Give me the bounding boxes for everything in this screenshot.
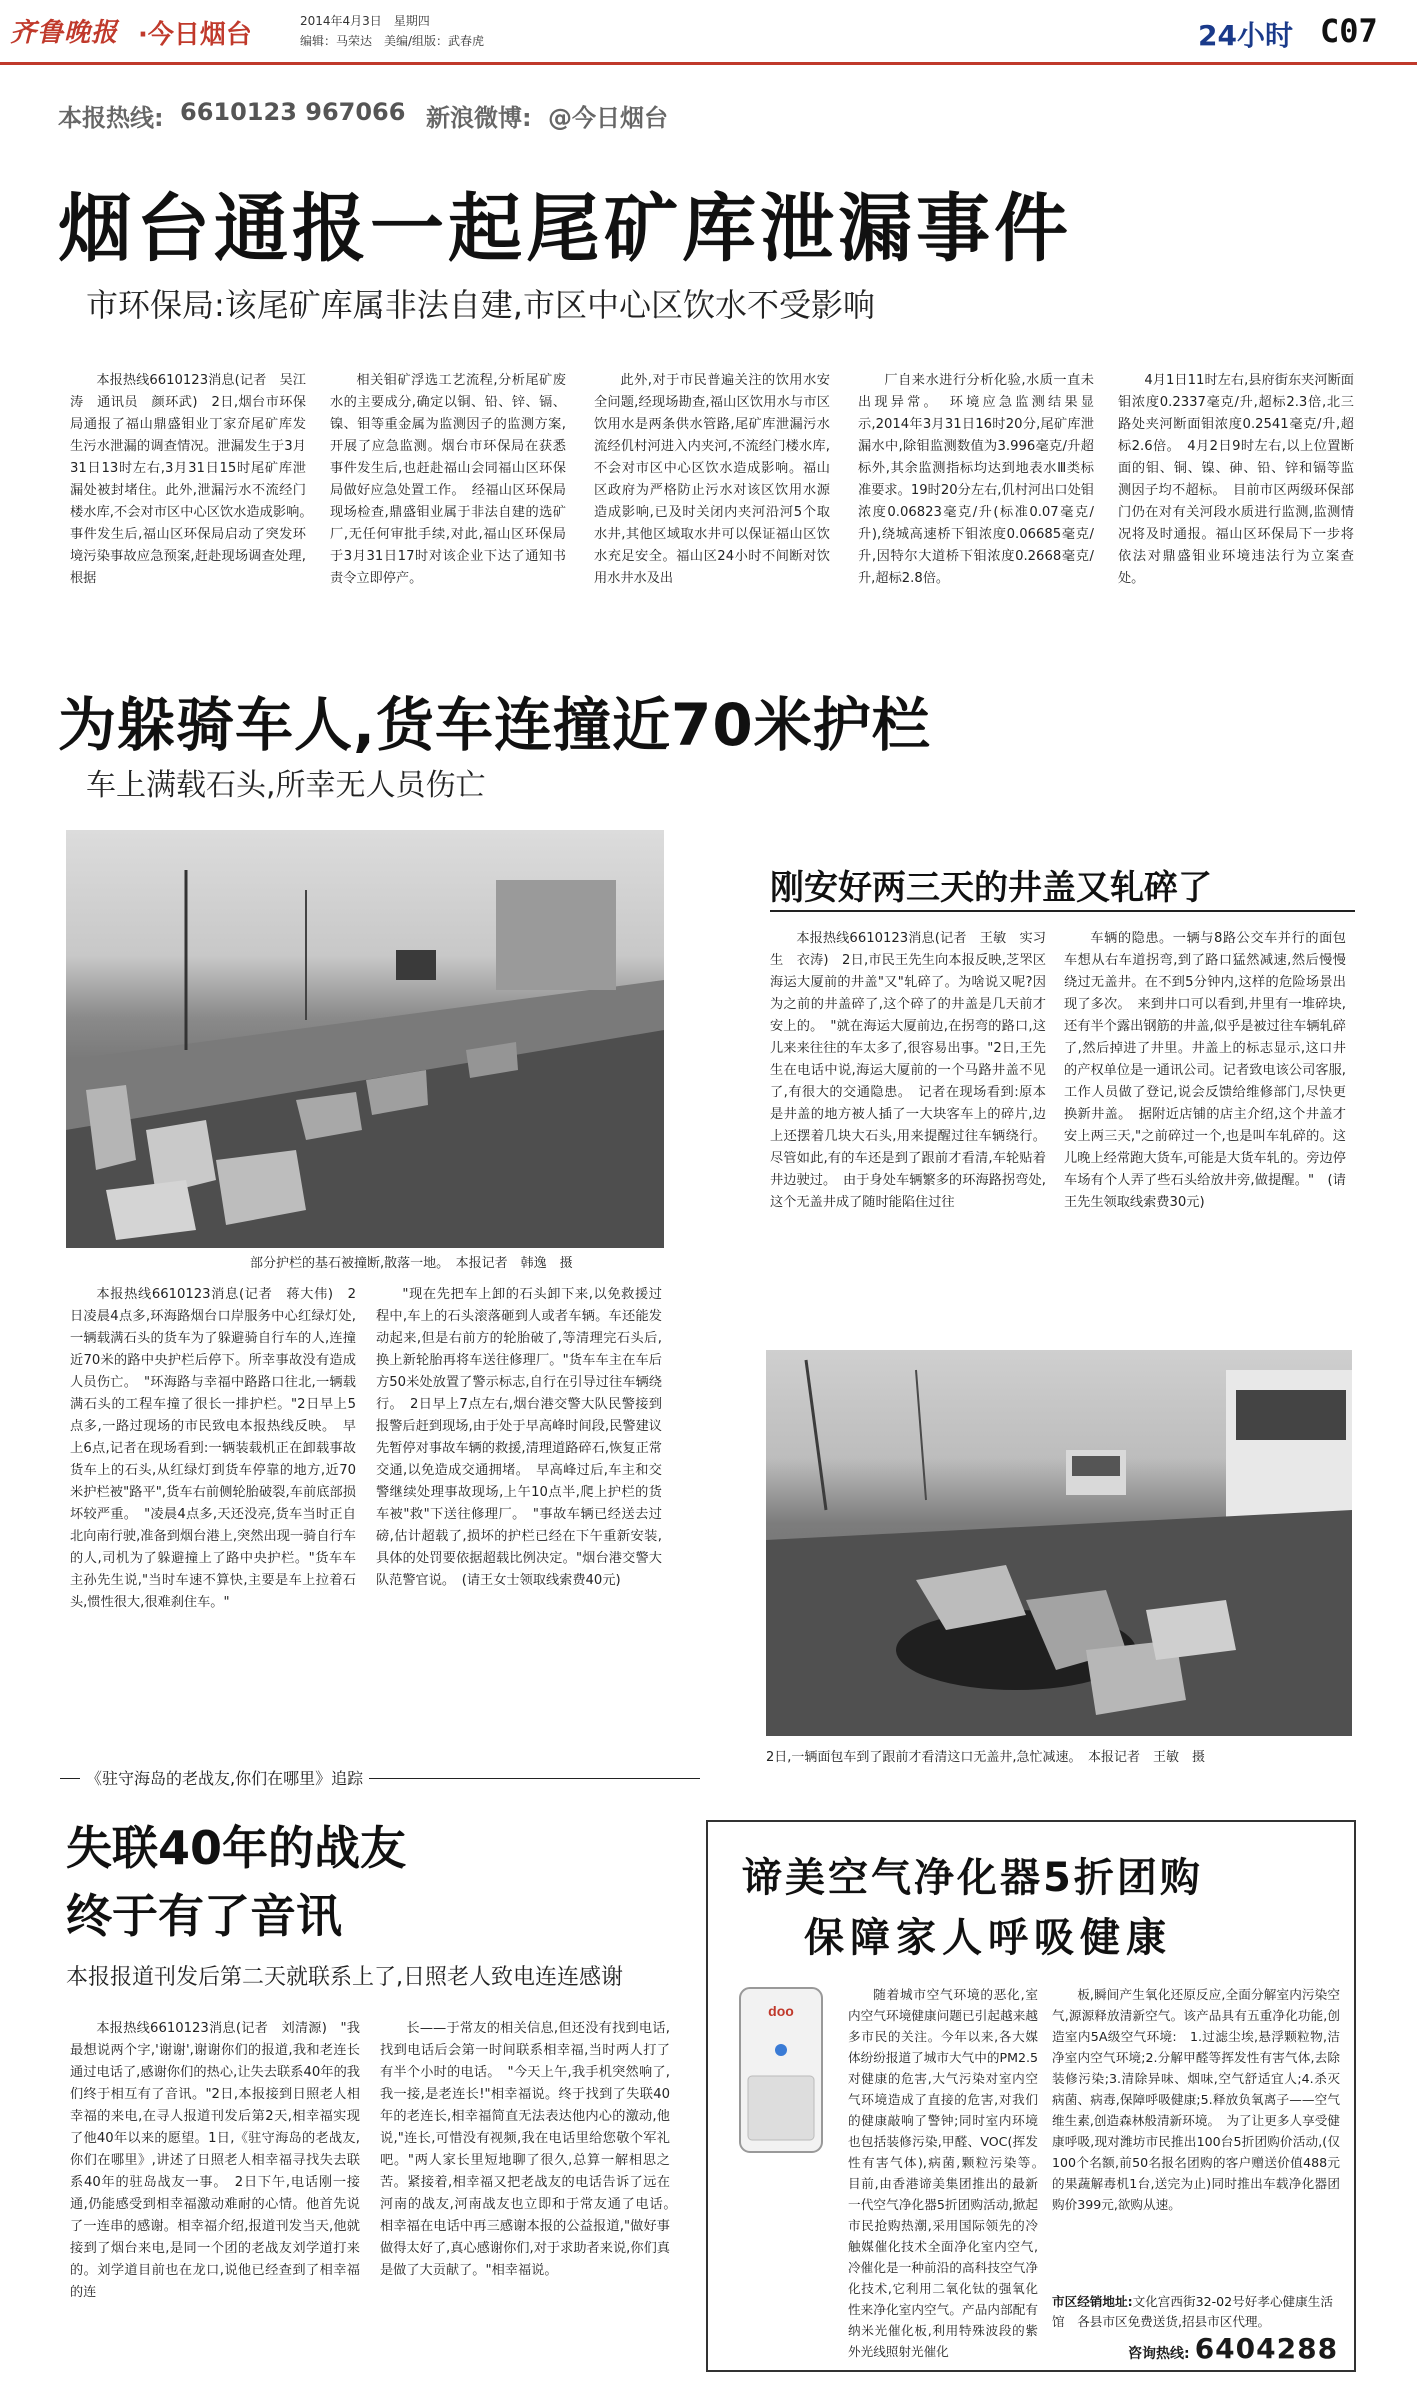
story1-headline: 烟台通报一起尾矿库泄漏事件: [58, 186, 1072, 272]
header-rule: [0, 62, 1417, 65]
ad-body-right: 板,瞬间产生氧化还原反应,全面分解室内污染空气,源源释放清新空气。该产品具有五重净化功能,创造室内5A级空气环境: 1.过滤尘埃,悬浮颗粒物,洁净室内空气环境;2.分解甲醛等挥发性有害气体,去除装修污染;3.清除异味、烟味,空气舒适宜人;4.杀灭病菌、病毒,保障呼吸健康;5.释放负氧离子——空气维生素,创造森林般清新环境。 为了让更多人享受健康呼吸,现对潍坊市民推出100台5折团购价活动,(仅100个名额,前50名报名团购的客户赠送价值488元的果蔬解毒机1台,送完为止)同时推出车载净化器团购价399元,欲购从速。: [1052, 1987, 1340, 2212]
story3-col-1: 本报热线6610123消息(记者 王敏 实习生 衣涛) 2日,市民王先生向本报反映,芝罘区海运大厦前的井盖"又"轧碎了。为啥说又呢?因为之前的井盖碎了,这个碎了的井盖是几天前才安上的。 "就在海运大厦前边,在拐弯的路口,这儿来来往往的车太多了,很容易出事。"2日,王先生在电话中说,海运大厦前的一个马路井盖不见了,有很大的交通隐患。 记者在现场看到:原本是井盖的地方被人插了一大块客车上的碎片,边上还摆着几块大石头,用来提醒过往车辆绕行。尽管如此,有的车还是到了跟前才看清,车轮贴着井边驶过。 由于身处车辆繁多的环海路拐弯处,这个无盖井成了随时能陷住过往: [770, 931, 1046, 1210]
purifier-brand-mark: doo: [768, 2003, 794, 2019]
manhole-scene-illustration: [766, 1350, 1352, 1736]
manhole-photo-caption: 2日,一辆面包车到了跟前才看清这口无盖井,急忙减速。 本报记者 王敏 摄: [766, 1750, 1206, 1765]
story1-col-2: 相关钼矿浮选工艺流程,分析尾矿废水的主要成分,确定以铜、铅、锌、镉、镍、钼等重金属为监测因子的监测方案,开展了应急监测。烟台市环保局在获悉事件发生后,也赶赴福山会同福山区环保局做好应急处置工作。 经福山区环保局现场检查,鼎盛钼业属于非法自建的选矿厂,无任何审批手续,对此,福山区环保局于3月31日17时对该企业下达了通知书责令立即停产。: [330, 373, 566, 586]
hotline-bar: [0, 98, 1000, 134]
ad-body-left: 随着城市空气环境的恶化,室内空气环境健康问题已引起越来越多市民的关注。今年以来,各大媒体纷纷报道了城市大气中的PM2.5对健康的危害,大气污染对室内空气环境造成了直接的危害,对我们的健康敲响了警钟;同时室内环境也包括装修污染,甲醛、VOC(挥发性有害气体),病菌,颗粒污染等。 目前,由香港谛美集团推出的最新一代空气净化器5折团购活动,掀起市民抢购热潮,采用国际领先的冷触媒催化技术全面净化室内空气,冷催化是一种前沿的高科技空气净化技术,它利用二氧化钛的强氧化性来净化室内空气。产品内部配有纳米光催化板,利用特殊波段的紫外光线照射光催化: [848, 1987, 1051, 2359]
story1-col-4: 厂自来水进行分析化验,水质一直未出现异常。 环境应急监测结果显示,2014年3月31日16时20分,尾矿库泄漏水中,除钼监测数值为3.996毫克/升超标外,其余监测指标均达到地表水Ⅲ类标准要求。19时20分左右,仉村河出口处钼浓度0.06823毫克/升(标准0.07毫克/升),绕城高速桥下钼浓度0.06685毫克/升,因特尔大道桥下钼浓度0.2668毫克/升,超标2.8倍。: [858, 373, 1094, 586]
story2-headline: 为躲骑车人,货车连撞近70米护栏: [58, 691, 931, 759]
story4-headline-line1: 失联40年的战友: [66, 1821, 407, 1875]
story4-col-2: 长——于常友的相关信息,但还没有找到电话,找到电话后会第一时间联系相幸福,当时两人打了有半个小时的电话。 "今天上午,我手机突然响了,我一接,是老连长!"相幸福说。终于找到了失联40年的老连长,相幸福简直无法表达他内心的激动,他说,"连长,可惜没有视频,我在电话里给您敬个军礼吧。"两人家长里短地聊了很久,总算一解相思之苦。紧接着,相幸福又把老战友的电话告诉了远在河南的战友,河南战友也立即和于常友通了电话。 相幸福在电话中再三感谢本报的公益报道,"做好事做得太好了,真心感谢你们,对于求助者来说,你们真是做了大贡献了。"相幸福说。: [380, 2021, 684, 2278]
ad-address-label: 市区经销地址:: [1052, 2294, 1133, 2309]
ad-address-text: 文化宫西街32-02号好孝心健康生活馆 各县市区免费送货,招县市区代理。: [1052, 2294, 1333, 2329]
story4-col-1: 本报热线6610123消息(记者 刘清源) "我最想说两个字,'谢谢',谢谢你们的报道,我和老连长通过电话了,感谢你们的热心,让失去联系40年的我们终于相互有了音讯。"2日,本报接到日照老人相幸福的来电,在寻人报道刊发后第2天,相幸福实现了他40年以来的愿望。1日,《驻守海岛的老战友,你们在哪里》,讲述了日照老人相幸福寻找失去联系40年的驻岛战友一事。 2日下午,电话刚一接通,仍能感受到相幸福激动难耐的心情。他首先说了一连串的感谢。相幸福介绍,报道刊发当天,他就接到了烟台来电,是同一个团的老战友刘学道打来的。刘学道目前也在龙口,说他已经查到了相幸福的连: [70, 2021, 360, 2300]
story3-headline-rule: [770, 910, 1355, 912]
ad-title-line1: 谛美空气净化器5折团购: [742, 1855, 1203, 1901]
air-purifier-product-image: [726, 1980, 836, 2160]
hotline-numbers: 6610123 967066: [180, 98, 406, 126]
guardrail-photo-caption: 部分护栏的基石被撞断,散落一地。 本报记者 韩逸 摄: [250, 1256, 573, 1271]
editors-credit: 编辑：马荣达 美编/组版：武春虎: [300, 34, 485, 48]
story1-col-5: 4月1日11时左右,县府街东夹河断面钼浓度0.2337毫克/升,超标2.3倍,北三路处夹河断面钼浓度0.2541毫克/升,超标2.6倍。 4月2日9时左右,以上位置断面的钼、铜、镍、砷、铅、锌和镉等监测因子均不超标。 目前市区两级环保部门仍在对有关河段水质进行监测,监测情况将及时通报。福山区环保局下一步将依法对鼎盛钼业环境违法行为立案查处。: [1118, 373, 1354, 586]
story3-headline: 刚安好两三天的井盖又轧碎了: [770, 868, 1212, 908]
ad-phone-row: [1128, 2332, 1338, 2365]
section-tag: 24小时: [1198, 19, 1293, 52]
guardrail-scene-illustration: [66, 830, 664, 1248]
weibo-handle: @今日烟台: [548, 104, 668, 132]
page-number: C07: [1320, 12, 1378, 50]
story4-kicker: 《驻守海岛的老战友,你们在哪里》追踪: [80, 1766, 369, 1789]
section-name: ·今日烟台: [138, 20, 252, 50]
masthead: [0, 0, 1417, 62]
hotline-label: 本报热线:: [58, 104, 164, 132]
story3-col-2: 车辆的隐患。一辆与8路公交车并行的面包车想从右车道拐弯,到了路口猛然减速,然后慢慢绕过无盖井。在不到5分钟内,这样的危险场景出现了多次。 来到井口可以看到,井里有一堆碎块,还有半个露出钢筋的井盖,似乎是被过往车辆轧碎了,然后掉进了井里。井盖上的标志显示,这口井的产权单位是一通讯公司。记者致电该公司客服,工作人员做了登记,说会反馈给维修部门,尽快更换新井盖。 据附近店铺的店主介绍,这个井盖才安上两三天,"之前碎过一个,也是叫车轧碎的。这儿晚上经常跑大货车,可能是大货车轧的。旁边停车场有个人弄了些石头给放井旁,做提醒。" (请王先生领取线索费30元): [1064, 931, 1346, 1210]
air-purifier-ad: [706, 1820, 1356, 2372]
manhole-photo: [766, 1350, 1352, 1736]
ad-phone-label: 咨询热线:: [1128, 2346, 1190, 2362]
ad-phone-number: 6404288: [1194, 2332, 1339, 2365]
story2-col-2: "现在先把车上卸的石头卸下来,以免救援过程中,车上的石头滚落砸到人或者车辆。车还能发动起来,但是右前方的轮胎破了,等清理完石头后,换上新轮胎再将车送往修理厂。"货车车主在车后方50米处放置了警示标志,自行在引导过往车辆绕行。 2日早上7点左右,烟台港交警大队民警接到报警后赶到现场,由于处于早高峰时间段,民警建议先暂停对事故车辆的救援,清理道路碎石,恢复正常交通,以免造成交通拥堵。 早高峰过后,车主和交警继续处理事故现场,上午10点半,爬上护栏的货车被"救"下送往修理厂。 "事故车辆已经送去过磅,估计超载了,损坏的护栏已经在下午重新安装,具体的处罚要依据超载比例决定。"烟台港交警大队范警官说。 (请王女士领取线索费40元): [376, 1287, 662, 1588]
guardrail-photo: [66, 830, 664, 1248]
newspaper-logo: 齐鲁晚报: [10, 18, 119, 48]
story1-col-1: 本报热线6610123消息(记者 吴江涛 通讯员 颜环武) 2日,烟台市环保局通报了福山鼎盛钼业丁家夼尾矿库发生污水泄漏的调查情况。泄漏发生于3月31日13时左右,3月31日15时尾矿库泄漏处被封堵住。此外,泄漏污水不流经门楼水库,不会对市区中心区饮水造成影响。 事件发生后,福山区环保局启动了突发环境污染事故应急预案,赶赴现场调查处理,根据: [70, 373, 320, 586]
story1-subhead: 市环保局:该尾矿库属非法自建,市区中心区饮水不受影响: [86, 286, 875, 324]
story2-col-1: 本报热线6610123消息(记者 蒋大伟) 2日凌晨4点多,环海路烟台口岸服务中心红绿灯处,一辆载满石头的货车为了躲避骑自行车的人,连撞近70米的路中央护栏后停下。所幸事故没有造成人员伤亡。 "环海路与幸福中路路口往北,一辆载满石头的工程车撞了很长一排护栏。"2日早上5点多,一路过现场的市民致电本报热线反映。 早上6点,记者在现场看到:一辆装载机正在卸载事故货车上的石头,从红绿灯到货车停靠的地方,近70米护栏被"路平",货车右前侧轮胎破裂,车前底部损坏较严重。 "凌晨4点多,天还没亮,货车当时正自北向南行驶,准备到烟台港上,突然出现一骑自行车的人,司机为了躲避撞上了路中央护栏。"货车车主孙先生说,"当时车速不算快,主要是车上拉着石头,惯性很大,很难刹住车。": [70, 1287, 356, 1610]
issue-date: 2014年4月3日 星期四: [300, 14, 430, 28]
ad-title-line2: 保障家人呼吸健康: [804, 1915, 1172, 1961]
story4-headline-line2: 终于有了音讯: [66, 1889, 342, 1943]
weibo-label: 新浪微博:: [426, 104, 532, 132]
purifier-illustration: [726, 1980, 836, 2160]
story2-subhead: 车上满载石头,所幸无人员伤亡: [86, 768, 486, 803]
story4-subhead: 本报报道刊发后第二天就联系上了,日照老人致电连连感谢: [66, 1965, 623, 1990]
story1-col-3: 此外,对于市民普遍关注的饮用水安全问题,经现场勘查,福山区饮用水与市区饮用水是两条供水管路,尾矿库泄漏污水流经仉村河进入内夹河,不流经门楼水库,不会对市区中心区饮水造成影响。福山区政府为严格防止污水对该区饮用水源造成影响,已及时关闭内夹河沿河5个取水井,其他区域取水井可以保证福山区饮水充足安全。福山区24小时不间断对饮用水井水及出: [594, 373, 830, 586]
ad-address: [1052, 2292, 1340, 2332]
